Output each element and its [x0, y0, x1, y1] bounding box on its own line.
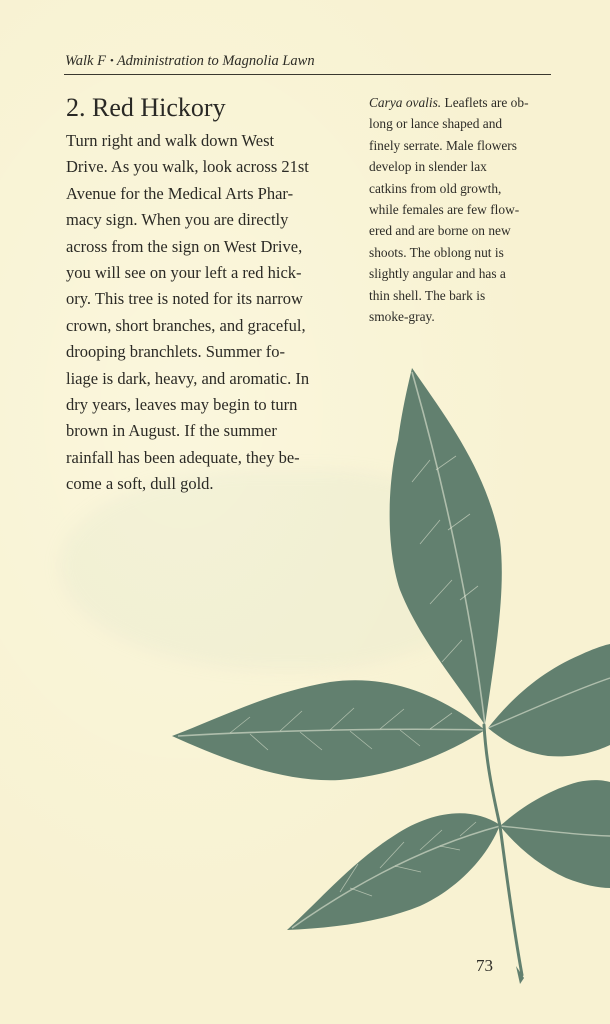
bullet-separator: •	[109, 55, 114, 67]
body-line: crown, short branches, and graceful,	[66, 315, 306, 335]
scientific-name: Carya ovalis.	[369, 95, 442, 110]
body-line: liage is dark, heavy, and aromatic. In	[66, 368, 310, 388]
section-label: Administration to Magnolia Lawn	[116, 53, 315, 69]
note-line: thin shell. The bark is	[369, 287, 486, 303]
body-line: brown in August. If the summer	[66, 421, 277, 441]
note-line: long or lance shaped and	[369, 116, 503, 132]
note-line: smoke-gray.	[369, 309, 435, 325]
lower-right-leaflet	[500, 780, 610, 888]
lower-left-leaflet	[287, 813, 500, 930]
note-line: catkins from old growth,	[369, 180, 502, 196]
body-line: Turn right and walk down West	[66, 131, 275, 150]
note-line: shoots. The oblong nut is	[369, 244, 504, 260]
page-number: 73	[476, 956, 493, 975]
body-line: Drive. As you walk, look across 21st	[66, 157, 309, 177]
upper-right-leaflet	[488, 644, 610, 756]
body-line: ory. This tree is noted for its narrow	[66, 289, 303, 309]
note-first-line-rest: Leaflets are ob-	[441, 95, 529, 110]
terminal-leaflet	[390, 368, 502, 725]
leaf-rachis	[484, 725, 522, 975]
body-line: drooping branchlets. Summer fo-	[66, 342, 286, 362]
body-line: across from the sign on West Drive,	[66, 236, 303, 256]
body-line: Avenue for the Medical Arts Phar-	[66, 183, 294, 203]
body-line: you will see on your left a red hick-	[66, 263, 302, 283]
note-line: finely serrate. Male flowers	[369, 137, 517, 153]
note-line: ered and are borne on new	[369, 223, 511, 239]
body-line: dry years, leaves may begin to turn	[66, 395, 298, 415]
note-line: while females are few flow-	[369, 202, 520, 218]
entry-title: 2. Red Hickory	[66, 93, 226, 122]
walk-label: Walk F	[65, 53, 106, 69]
body-line: rainfall has been adequate, they be-	[66, 447, 300, 467]
body-line: come a soft, dull gold.	[66, 474, 214, 494]
note-line: develop in slender lax	[369, 159, 487, 175]
note-line: slightly angular and has a	[369, 266, 506, 282]
body-line: macy sign. When you are directly	[66, 210, 289, 230]
